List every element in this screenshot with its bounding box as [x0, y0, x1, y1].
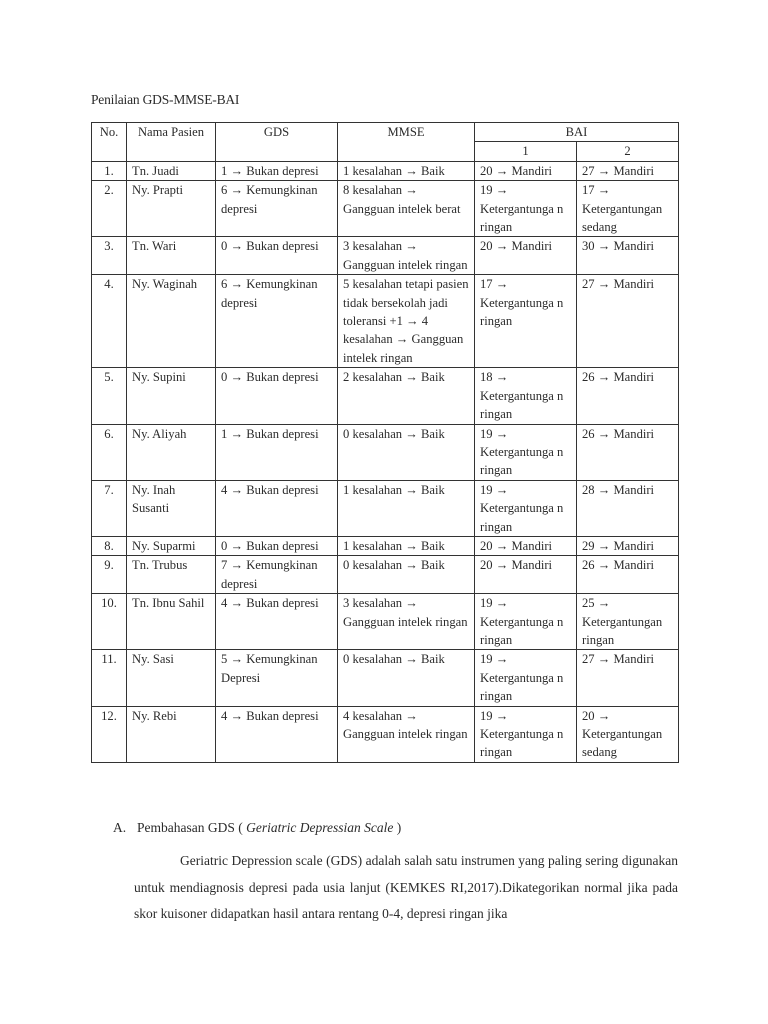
cell-nama: Ny. Rebi [127, 706, 216, 762]
header-mmse: MMSE [338, 123, 475, 162]
cell-mmse: 1 kesalahan → Baik [338, 480, 475, 536]
table-row [92, 161, 679, 180]
cell-bai-1: 19 → Ketergantunga n ringan [475, 181, 577, 237]
table-row [92, 536, 679, 555]
cell-nama: Tn. Wari [127, 237, 216, 275]
header-gds: GDS [216, 123, 338, 162]
cell-bai-1: 18 → Ketergantunga n ringan [475, 368, 577, 424]
cell-gds: 4 → Bukan depresi [216, 594, 338, 650]
cell-gds: 4 → Bukan depresi [216, 480, 338, 536]
cell-bai-1: 17 → Ketergantunga n ringan [475, 275, 577, 368]
table-row [92, 368, 679, 424]
cell-gds: 0 → Bukan depresi [216, 368, 338, 424]
table-row [92, 594, 679, 650]
cell-mmse: 3 kesalahan → Gangguan intelek ringan [338, 594, 475, 650]
cell-nama: Ny. Prapti [127, 181, 216, 237]
cell-bai-2: 26 → Mandiri [577, 556, 679, 594]
cell-bai-1: 20 → Mandiri [475, 161, 577, 180]
cell-mmse: 4 kesalahan → Gangguan intelek ringan [338, 706, 475, 762]
section-heading [113, 820, 401, 836]
cell-bai-1: 19 → Ketergantunga n ringan [475, 480, 577, 536]
header-no: No. [92, 123, 127, 162]
header-bai-2: 2 [577, 142, 679, 161]
cell-no: 1. [92, 161, 127, 180]
cell-gds: 0 → Bukan depresi [216, 536, 338, 555]
cell-mmse: 0 kesalahan → Baik [338, 650, 475, 706]
cell-no: 3. [92, 237, 127, 275]
cell-mmse: 0 kesalahan → Baik [338, 424, 475, 480]
section-paragraph: Geriatric Depression scale (GDS) adalah salah satu instrumen yang paling sering digunakan untuk mendiagnosis depresi pada usia lanjut (KEMKES RI,2017).Dikategorikan normal jika pada skor kuisoner didapatkan hasil antara rentang 0-4, depresi ringan jika [134, 853, 678, 921]
cell-mmse: 3 kesalahan → Gangguan intelek ringan [338, 237, 475, 275]
cell-gds: 4 → Bukan depresi [216, 706, 338, 762]
cell-mmse: 5 kesalahan tetapi pasien tidak bersekolah jadi toleransi +1 → 4 kesalahan → Gangguan intelek ringan [338, 275, 475, 368]
cell-no: 11. [92, 650, 127, 706]
table-header-row [92, 123, 679, 142]
cell-no: 9. [92, 556, 127, 594]
cell-nama: Ny. Aliyah [127, 424, 216, 480]
cell-bai-1: 20 → Mandiri [475, 556, 577, 594]
cell-gds: 5 → Kemungkinan Depresi [216, 650, 338, 706]
cell-mmse: 2 kesalahan → Baik [338, 368, 475, 424]
cell-mmse: 1 kesalahan → Baik [338, 161, 475, 180]
cell-bai-1: 19 → Ketergantunga n ringan [475, 650, 577, 706]
cell-gds: 0 → Bukan depresi [216, 237, 338, 275]
cell-bai-1: 19 → Ketergantunga n ringan [475, 706, 577, 762]
cell-no: 8. [92, 536, 127, 555]
cell-gds: 7 → Kemungkinan depresi [216, 556, 338, 594]
assessment-table [91, 122, 679, 763]
table-row [92, 650, 679, 706]
document-title: Penilaian GDS-MMSE-BAI [91, 92, 240, 107]
cell-nama: Ny. Inah Susanti [127, 480, 216, 536]
header-bai: BAI [475, 123, 679, 142]
cell-nama: Ny. Suparmi [127, 536, 216, 555]
cell-no: 12. [92, 706, 127, 762]
cell-bai-1: 19 → Ketergantunga n ringan [475, 594, 577, 650]
cell-no: 5. [92, 368, 127, 424]
cell-nama: Ny. Sasi [127, 650, 216, 706]
cell-bai-2: 28 → Mandiri [577, 480, 679, 536]
cell-bai-1: 19 → Ketergantunga n ringan [475, 424, 577, 480]
cell-bai-2: 27 → Mandiri [577, 650, 679, 706]
table-row [92, 237, 679, 275]
cell-nama: Tn. Ibnu Sahil [127, 594, 216, 650]
table-row [92, 706, 679, 762]
table-row [92, 181, 679, 237]
cell-nama: Tn. Trubus [127, 556, 216, 594]
cell-bai-2: 25 → Ketergantungan ringan [577, 594, 679, 650]
cell-no: 6. [92, 424, 127, 480]
header-nama-pasien: Nama Pasien [127, 123, 216, 162]
cell-bai-2: 27 → Mandiri [577, 161, 679, 180]
cell-mmse: 0 kesalahan → Baik [338, 556, 475, 594]
cell-no: 4. [92, 275, 127, 368]
cell-nama: Ny. Waginah [127, 275, 216, 368]
cell-gds: 1 → Bukan depresi [216, 161, 338, 180]
cell-bai-2: 30 → Mandiri [577, 237, 679, 275]
section-letter: A. [113, 820, 127, 835]
cell-bai-2: 27 → Mandiri [577, 275, 679, 368]
table-row [92, 480, 679, 536]
cell-bai-2: 26 → Mandiri [577, 424, 679, 480]
table-row [92, 556, 679, 594]
cell-bai-2: 17 → Ketergantungan sedang [577, 181, 679, 237]
section-heading-italic: Geriatric Depressian Scale [246, 820, 394, 835]
cell-bai-2: 20 → Ketergantungan sedang [577, 706, 679, 762]
table-row [92, 275, 679, 368]
cell-no: 2. [92, 181, 127, 237]
cell-no: 7. [92, 480, 127, 536]
section-heading-suffix: ) [396, 820, 402, 835]
cell-no: 10. [92, 594, 127, 650]
cell-bai-1: 20 → Mandiri [475, 237, 577, 275]
cell-mmse: 8 kesalahan → Gangguan intelek berat [338, 181, 475, 237]
cell-gds: 6 → Kemungkinan depresi [216, 181, 338, 237]
cell-nama: Tn. Juadi [127, 161, 216, 180]
cell-nama: Ny. Supini [127, 368, 216, 424]
cell-bai-1: 20 → Mandiri [475, 536, 577, 555]
section-heading-prefix: Pembahasan GDS ( [137, 820, 243, 835]
table-row [92, 424, 679, 480]
cell-gds: 6 → Kemungkinan depresi [216, 275, 338, 368]
cell-bai-2: 26 → Mandiri [577, 368, 679, 424]
cell-mmse: 1 kesalahan → Baik [338, 536, 475, 555]
cell-gds: 1 → Bukan depresi [216, 424, 338, 480]
header-bai-1: 1 [475, 142, 577, 161]
cell-bai-2: 29 → Mandiri [577, 536, 679, 555]
